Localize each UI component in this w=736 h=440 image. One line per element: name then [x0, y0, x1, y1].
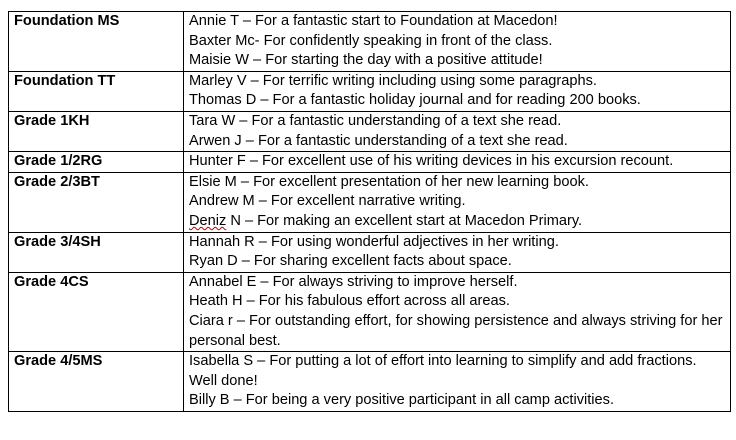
awards-table [8, 11, 731, 412]
award-entry: Hannah R – For using wonderful adjectives in her writing. [189, 233, 559, 250]
table-row [9, 272, 731, 351]
award-entry: Baxter Mc- For confidently speaking in front of the class. [189, 32, 553, 49]
award-entry: Thomas D – For a fantastic holiday journal and for reading 200 books. [189, 92, 641, 109]
award-entry [189, 212, 726, 232]
award-entry: Heath H – For his fabulous effort across all areas. [189, 293, 510, 310]
table-row [9, 232, 731, 272]
award-entry-text: N – For making an excellent start at Macedon Primary. [226, 212, 583, 229]
award-entries [184, 12, 731, 72]
award-entry: Annabel E – For always striving to improve herself. [189, 273, 518, 290]
award-entries [184, 111, 731, 151]
class-name: Grade 1KH [9, 111, 184, 151]
award-entry: Elsie M – For excellent presentation of her new learning book. [189, 173, 589, 190]
award-entries [184, 352, 731, 412]
class-name: Grade 4CS [9, 272, 184, 351]
award-entry: Hunter F – For excellent use of his writing devices in his excursion recount. [189, 153, 674, 170]
award-entry: Ciara r – For outstanding effort, for showing persistence and always striving for her personal best. [189, 312, 723, 349]
award-entries [184, 272, 731, 351]
award-entries [184, 71, 731, 111]
table-row [9, 352, 731, 412]
award-entry: Maisie W – For starting the day with a positive attitude! [189, 52, 543, 69]
class-name: Grade 4/5MS [9, 352, 184, 412]
table-row [9, 172, 731, 232]
award-entries [184, 152, 731, 173]
award-entry: Arwen J – For a fantastic understanding of a text she read. [189, 132, 568, 149]
award-entry: Annie T – For a fantastic start to Foundation at Macedon! [189, 13, 558, 29]
table-row [9, 71, 731, 111]
class-name: Foundation TT [9, 71, 184, 111]
table-row [9, 152, 731, 173]
award-entry: Tara W – For a fantastic understanding of a text she read. [189, 112, 562, 129]
class-name: Grade 3/4SH [9, 232, 184, 272]
award-entry: Andrew M – For excellent narrative writing. [189, 193, 466, 210]
award-entry-name: Deniz [189, 212, 227, 229]
table-row [9, 111, 731, 151]
award-entry: Isabella S – For putting a lot of effort into learning to simplify and add fractions. Well done! [189, 353, 697, 389]
class-name: Foundation MS [9, 12, 184, 72]
table-row [9, 12, 731, 72]
award-entries [184, 172, 731, 232]
award-entries [184, 232, 731, 272]
award-entry: Ryan D – For sharing excellent facts about space. [189, 253, 512, 270]
class-name: Grade 1/2RG [9, 152, 184, 173]
award-entry: Marley V – For terrific writing including using some paragraphs. [189, 72, 597, 89]
award-entry: Billy B – For being a very positive participant in all camp activities. [189, 392, 615, 409]
class-name: Grade 2/3BT [9, 172, 184, 232]
